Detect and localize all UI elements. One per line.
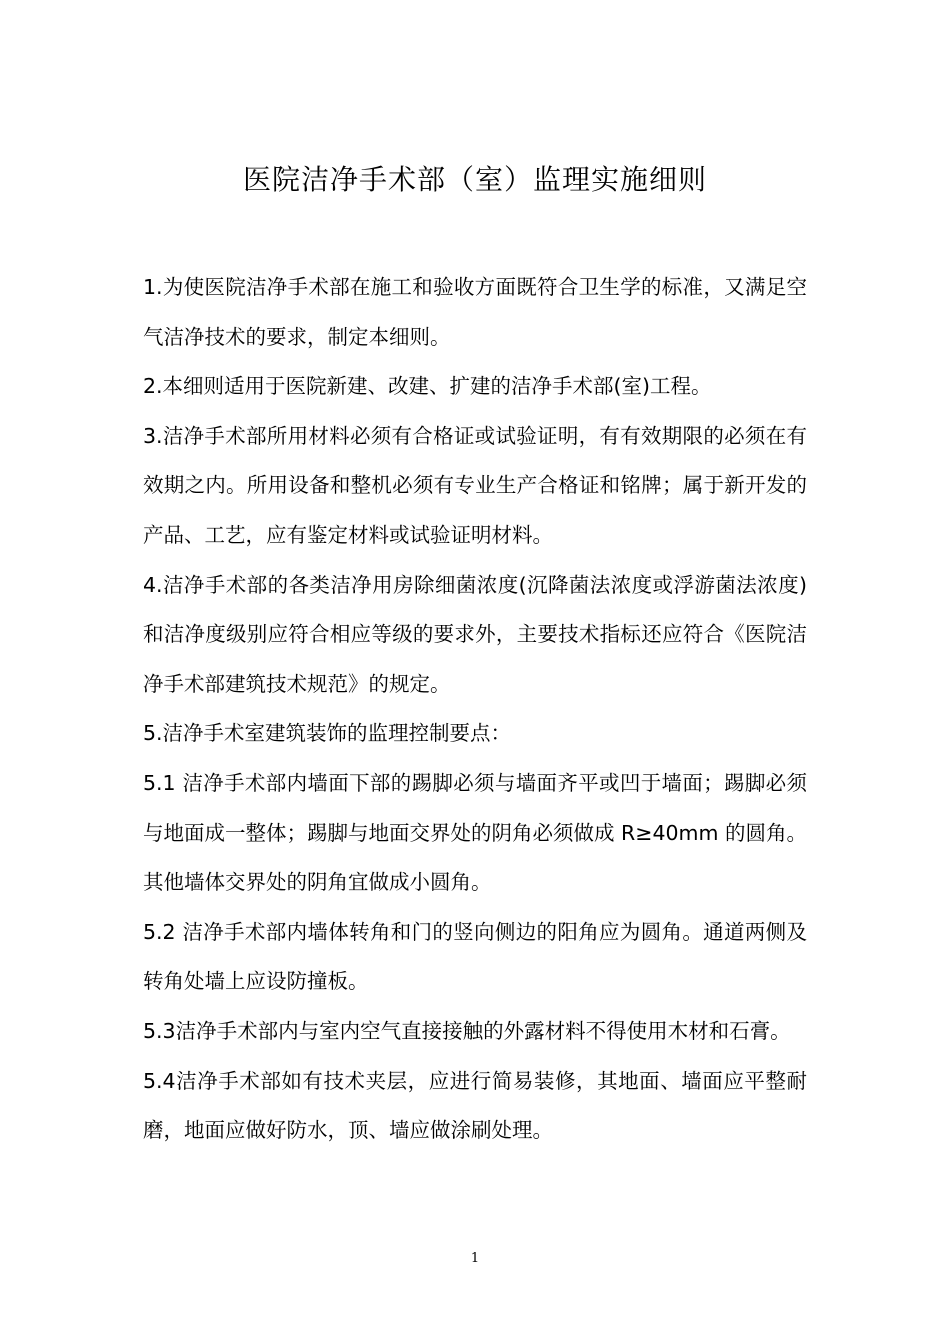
- paragraph-4: 4.洁净手术部的各类洁净用房除细菌浓度(沉降菌法浓度或浮游菌法浓度)和洁净度级别应符合相应等级的要求外，主要技术指标还应符合《医院洁净手术部建筑技术规范》的规定。: [143, 572, 807, 696]
- paragraph-5-2: 5.2 洁净手术部内墙体转角和门的竖向侧边的阳角应为圆角。通道两侧及转角处墙上应设防撞板。: [143, 919, 807, 994]
- paragraph-1: 1.为使医院洁净手术部在施工和验收方面既符合卫生学的标准，又满足空气洁净技术的要求，制定本细则。: [143, 275, 807, 349]
- paragraph-2: 2.本细则适用于医院新建、改建、扩建的洁净手术部(室)工程。: [143, 374, 712, 399]
- paragraph-5-1: 5.1 洁净手术部内墙面下部的踢脚必须与墙面齐平或凹于墙面；踢脚必须与地面成一整体；踢脚与地面交界处的阴角必须做成 R≥40mm 的圆角。其他墙体交界处的阴角宜做成小圆角。: [143, 770, 807, 895]
- document-body: [143, 263, 807, 1156]
- paragraph-3: 3.洁净手术部所用材料必须有合格证或试验证明，有有效期限的必须在有效期之内。所用设备和整机必须有专业生产合格证和铭牌；属于新开发的产品、工艺，应有鉴定材料或试验证明材料。: [143, 423, 807, 547]
- paragraph-5: 5.洁净手术室建筑装饰的监理控制要点：: [143, 721, 512, 746]
- document-title: 医院洁净手术部（室）监理实施细则: [242, 163, 707, 196]
- page-number: 1: [470, 1251, 480, 1266]
- paragraph-5-3: 5.3洁净手术部内与室内空气直接接触的外露材料不得使用木材和石膏。: [143, 1018, 791, 1043]
- paragraph-5-4: 5.4洁净手术部如有技术夹层，应进行简易装修，其地面、墙面应平整耐磨，地面应做好防水，顶、墙应做涂刷处理。: [143, 1068, 807, 1143]
